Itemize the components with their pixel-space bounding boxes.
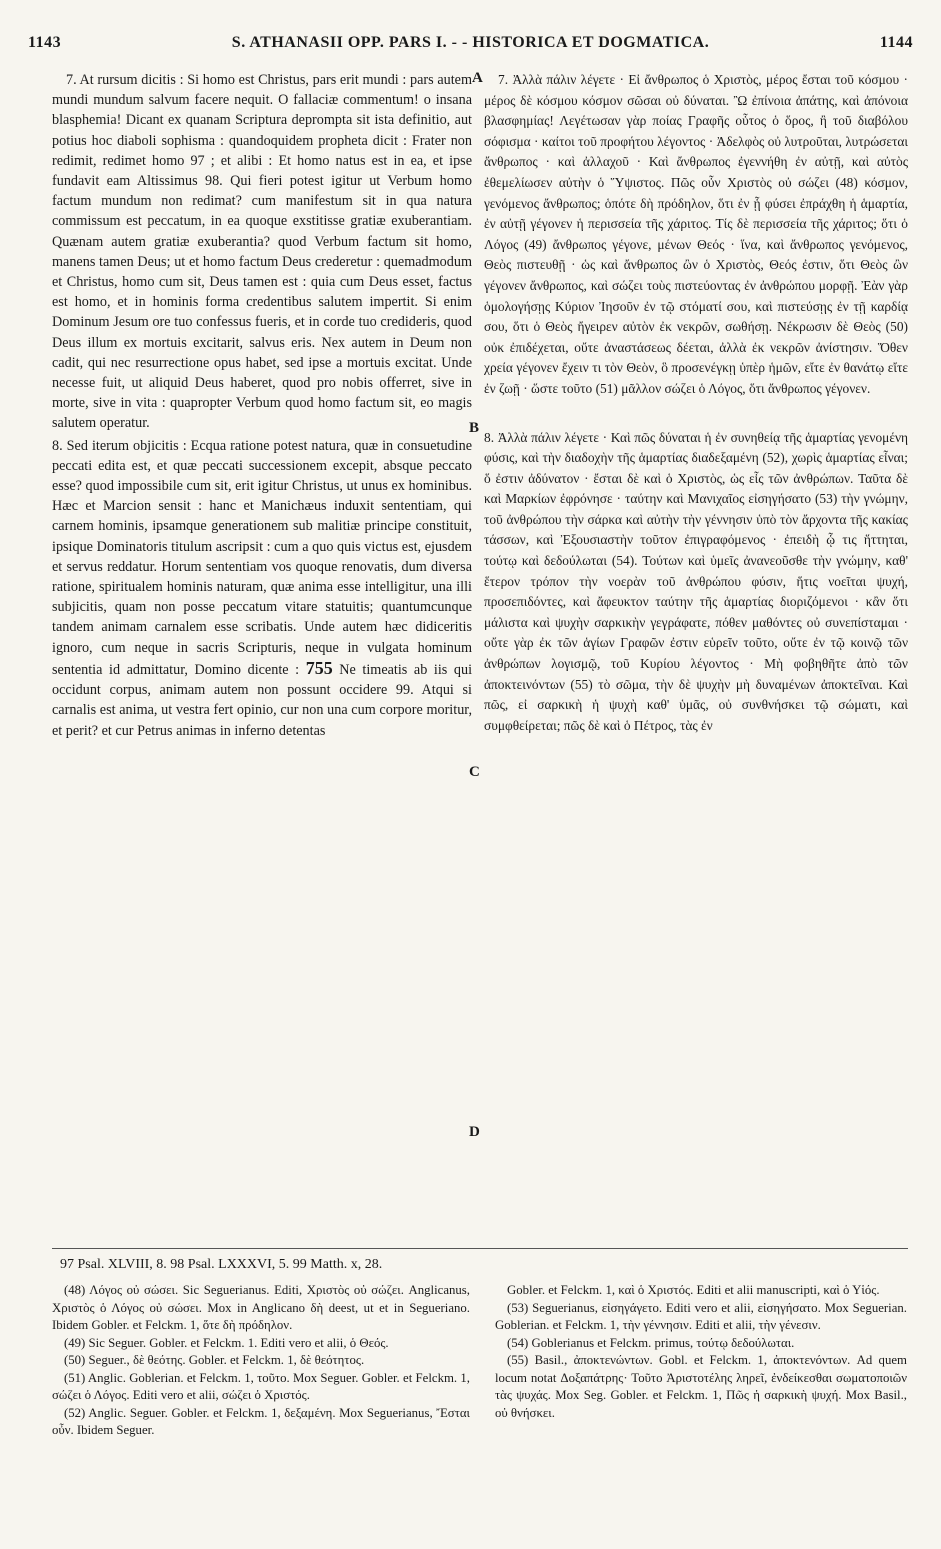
note-52: (52) Anglic. Seguer. Gobler. et Felckm. 1, δεξαμένη. Mox Seguerianus, Ἔσται οὖν. Ibidem Seguer. [52,1405,470,1437]
margin-marker-a: A [472,70,483,86]
latin-paragraph-7: 7. At rursum dicitis : Si homo est Christus, pars erit mundi : pars autem mundi mundum salvum facere nequit. O fallaciæ commentum! o insana blasphemia! Dicant ex quanam Scriptura deprompta sit ista definitio, aut potius hoc diaboli sophisma : quandoquidem propheta dicit : Frater non redimit, redimet homo 97 ; et alibi : Et homo natus est in ea, et ipse fundavit eam Altissimus 98. Qui fieri potest igitur ut Verbum homo factum mundum non redimat? cum manifestum sit in qua natura commissum est peccatum, in ea quoque exstitisse gratiæ exuberantiam. Quænam autem gratiæ exuberantia? quod Verbum factum sit homo, manens tamen Deus; ut et homo factum Deus crederetur : quemadmodum et Christus, homo cum sit, Deus tamen est : quia cum Deus esset, factus est homo, et in hominis forma credentibus salutem impertit. Si enim Dominum Jesum ore tuo confessus fueris, et in corde tuo credideris, quod Deus illum ex mortuis excitarit, salvus eris. Nex autem in Deum non cadit, qui nec resurrectione opus habet, sed ipse a mortuis excitat. Unde necesse fuit, ut aliquid Deus haberet, quod pro nobis offerret, sive in morte, sive in vita : quapropter Verbum quod homo factum sit, eo magis salutem operatur. [52,72,472,432]
note-53: (53) Seguerianus, εἰσηγάγετο. Editi vero et alii, εἰσηγήσατο. Mox Seguerian. Goblerian. et Felckm. 1, τὴν γέννησιν. Editi et alii, τὴν γένεσιν. [495,1300,907,1332]
latin-paragraph-8-text: 8. Sed iterum objicitis : Ecqua ratione potest natura, quæ in consuetudine peccati edita est, et quæ peccati successionem excepit, absque peccato esse? quod impossibile cum sit, erit igitur Christus, ut unus ex hominibus. Hæc et Marcion sensit : hanc et Manichæus induxit sententiam, qui carnem hominis, ipsamque generationem sub malitiæ principe constituit, ipsique Dominatoris titulum ascripsit : cum a quo quis victus est, ejusdem et servus reddatur. Horum sententiam vos quoque renovatis, dum diversa ratione, spiritualem hominis naturam, quæ anima esse intelligitur, una illi subjicitis, quam non posse peccatum vitare statuitis; quantumcunque tandem animam carnalem esse scribatis. Unde autem hæc didiceritis ignoro, cum neque in sacris Scripturis, neque in vulgata hominum sententia id admittatur, Domino dicente : [52,437,472,678]
note-50: (50) Seguer., δὲ θεότης. Gobler. et Felckm. 1, δὲ θεότητος. [64,1353,365,1367]
note-54: (54) Goblerianus et Felckm. primus, τούτῳ δεδούλωται. [507,1335,795,1350]
latin-paragraph-8 [52,436,472,741]
footnote-rule [52,1248,908,1249]
note-55: (55) Basil., ἀποκτενώντων. Gobl. et Felckm. 1, ἀποκτενόντων. Ad quem locum notat Δοξαπάτρης· Τοῦτο Ἀριστοτέλης ληρεῖ, ἐνδείκεσθαι σωματοποιῶν τὰς ψυχάς. Mox Seg. Gobler. et Felckm. 1, Πῶς ἡ σαρκικὴ ψυχή. Mox Basil., οὐ θνήσκει. [495,1353,907,1420]
running-header [28,34,913,58]
scripture-footnotes: 97 Psal. XLVIII, 8. 98 Psal. LXXXVI, 5. 99 Matth. x, 28. [60,1257,383,1272]
margin-marker-d: D [469,1124,480,1140]
critical-notes-left [52,1282,470,1440]
note-52-cont: Gobler. et Felckm. 1, καὶ ὁ Χριστός. Editi et alii manuscripti, καὶ ὁ Υἱός. [507,1283,880,1297]
critical-notes-right [495,1282,907,1422]
margin-marker-c: C [469,764,480,780]
page-number-right: 1144 [879,34,913,51]
page-column-number: 755 [305,657,333,678]
greek-column [484,70,908,736]
latin-paragraph-8-end: Ne timeatis ab iis qui occidunt corpus, animam autem non possunt occidere 99. Atqui si carnalis est anima, ut vestra fert opinio, cur non una cum corpore moritur, et perit? et cur Petrus animas in inferno detentas [52,661,473,739]
note-48: (48) Λόγος οὐ σώσει. Sic Seguerianus. Editi, Χριστὸς οὐ σώζει. Anglicanus, Χριστὸς ὁ Λόγος οὐ σώσει. Mox in Anglicano δὴ deest, ut et in Segueriano. Ibidem Gobler. et Felckm. 1, ὅτε δὴ πρόδηλον. [52,1283,470,1332]
note-49: (49) Sic Seguer. Gobler. et Felckm. 1. Editi vero et alii, ὁ Θεός. [64,1335,389,1350]
greek-paragraph-7: 7. Ἀλλὰ πάλιν λέγετε · Εἰ ἄνθρωπος ὁ Χριστὸς, μέρος ἔσται τοῦ κόσμου · μέρος δὲ κόσμου κόσμον σῶσαι οὐ δύναται. Ὢ ἐπίνοια ἀπάτης, καὶ ἀπόνοια βλασφημίας! Λεγέτωσαν γὰρ ποίας Γραφῆς οὗτος ὁ ὅρος, ἢ τοῦ διαβόλου σόφισμα · καίτοι τοῦ προφήτου λέγοντος · Ἀδελφὸς οὐ λυτροῦται, λυτρώσεται ἄνθρωπος · καὶ ἀλλαχοῦ · Καὶ ἄνθρωπος ἐγεννήθη ἐν αὐτῇ, καὶ αὐτὸς ἐθεμελίωσεν αὐτὴν ὁ Ὕψιστος. Πῶς οὖν Χριστὸς οὐ σώζει (48) κόσμον, γενόμενος ἄνθρωπος; ὁπότε δὴ πρόδηλον, ὅτι ἐν ᾗ φύσει ἐπράχθη ἡ ἁμαρτία, ἐν αὐτῇ γέγονεν ἡ περισσεία τῆς χάριτος. Τίς δὲ περισσεία τῆς χάριτος; ὅτι ὁ Λόγος (49) ἄνθρωπος γέγονε, μένων Θεός · ἵνα, καὶ ἄνθρωπος γενόμενος, Θεὸς πιστευθῇ · ὡς καὶ ἄνθρωπος ὢν ὁ Χριστὸς, Θεός ἐστιν, ὅτι Θεὸς ὢν γέγονεν ἄνθρωπος, καὶ σώζει τοὺς πιστεύοντας ἐν ἀνθρώπου μορφῇ. Ἐὰν γὰρ ὁμολογήσῃς Κύριον Ἰησοῦν ἐν τῷ στόματί σου, καὶ πιστεύσῃς ἐν τῇ καρδίᾳ σου, ὅτι ὁ Θεὸς ἤγειρεν αὐτὸν ἐκ νεκρῶν, σωθήσῃ. Νέκρωσιν δὲ Θεὸς (50) οὐκ ἐπιδέχεται, οὔτε ἀναστάσεως δέεται, ἀλλὰ ἐκ νεκρῶν ἀνίστησιν. Ὅθεν χρεία γέγονεν ἔχειν τι τὸν Θεὸν, ὃ προσενέγκῃ ὑπὲρ ἡμῶν, εἴτε ἐν θανάτῳ εἴτε ἐν ζωῇ · ὥστε τοῦτο (51) μᾶλλον σώζει ὁ Λόγος, ὅτι ἄνθρωπος γέγονεν. [484,72,908,396]
greek-paragraph-8: 8. Ἀλλὰ πάλιν λέγετε · Καὶ πῶς δύναται ἡ ἐν συνηθείᾳ τῆς ἁμαρτίας γενομένη φύσις, καὶ τὴν διαδοχὴν τῆς ἁμαρτίας διαδεξαμένη (52), χωρὶς ἁμαρτίας εἶναι; ὅ ἐστιν ἀδύνατον · ἔσται δὲ καὶ ὁ Χριστὸς, ὡς εἷς τῶν ἀνθρώπων. Ταῦτα δὲ καὶ Μαρκίων ἐφρόνησε · ταύτην καὶ Μανιχαῖος εἰσηγήσατο (53) τὴν γνώμην, τοῦ ἀνθρώπου τὴν σάρκα καὶ αὐτὴν τὴν γέννησιν ὑπὸ τὸν ἄρχοντα τῆς κακίας τάσσων, καὶ Ἐξουσιαστὴν τοῦτον ἐπιγραφόμενος · ἐπειδὴ ᾧ τις ἥττηται, τούτῳ καὶ δεδούλωται (54). Τούτων καὶ ὑμεῖς ἀνανεοῦσθε τὴν γνώμην, καθ' ἕτερον τρόπον τὴν νοερὰν τοῦ ἀνθρώπου φύσιν, ἥτις νοεῖται ψυχή, προσεπιδόντες, καὶ ἄφευκτον ταύτην τῆς ἁμαρτίας διοριζόμενοι · κἂν ὅτι μάλιστα καὶ ψυχὴν σαρκικὴν γεγράφατε, πόθεν μαθόντες οὐ συνεπίσταμαι · οὔτε γὰρ ἐκ τῶν ἁγίων Γραφῶν ἐστιν εὑρεῖν τοῦτο, οὔτε ἐν τῷ κοινῷ τῶν ἀνθρώπων λογισμῷ, τοῦ Κυρίου λέγοντος · Μὴ φοβηθῆτε ἀπὸ τῶν ἀποκτεινόντων (55) τὸ σῶμα, τὴν δὲ ψυχὴν μὴ δυναμένων ἀποκτεῖναι. Καὶ πῶς, εἰ σαρκικὴ ἡ ψυχὴ καθ' ὑμᾶς, οὐ συνθνήσκει τῷ σώματι, καὶ συμφθείρεται; πῶς δὲ καὶ ὁ Πέτρος, τὰς ἐν [484,429,908,733]
margin-marker-b: B [469,420,480,436]
note-51: (51) Anglic. Goblerian. et Felckm. 1, τοῦτο. Mox Seguer. Gobler. et Felckm. 1, σώζει ὁ Λόγος. Editi vero et alii, σώζει ὁ Χριστός. [52,1370,470,1402]
running-title: S. ATHANASII OPP. PARS I. - - HISTORICA ET DOGMATICA. [231,34,710,51]
latin-column [52,70,472,741]
page-number-left: 1143 [28,34,62,51]
